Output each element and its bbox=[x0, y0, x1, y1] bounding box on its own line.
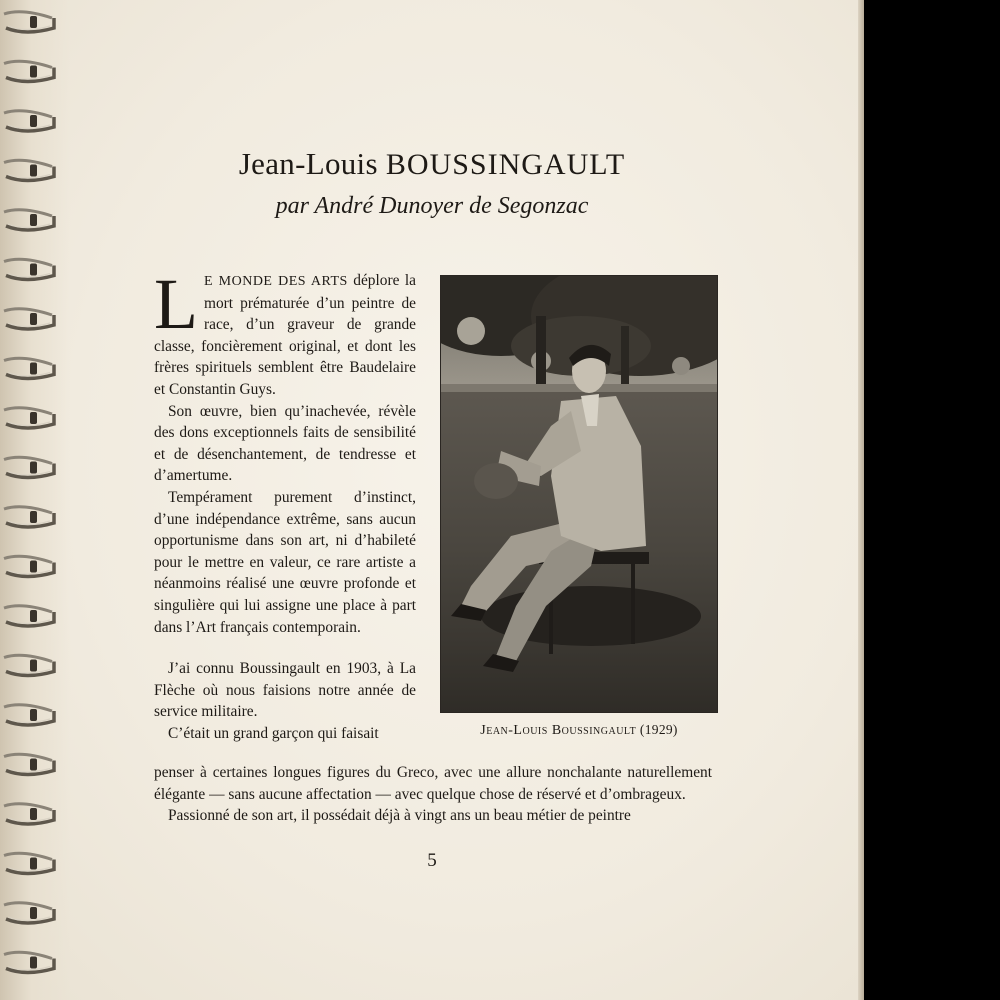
spiral-coil bbox=[4, 754, 54, 774]
paragraph-1-text: déplore la mort prématurée d’un peintre de race, d’un graveur de grande classe, foncièrement original, et dont les frères spirituels semblent être Baudelaire et Constantin Guys. bbox=[154, 272, 416, 398]
caption-name: Jean-Louis Boussingault bbox=[480, 723, 637, 738]
page-edge bbox=[858, 0, 864, 1000]
lead-smallcaps: E MONDE DES ARTS bbox=[203, 274, 348, 289]
spiral-coil bbox=[4, 309, 54, 329]
caption-year: (1929) bbox=[639, 722, 678, 737]
spiral-coil bbox=[4, 507, 54, 527]
title-given-name: Jean-Louis bbox=[238, 146, 378, 181]
spiral-coil bbox=[4, 259, 54, 279]
photo-caption bbox=[441, 722, 717, 739]
paragraph-6: Passionné de son art, il possédait déjà à vingt ans un beau métier de peintre bbox=[168, 807, 631, 825]
spiral-coil bbox=[4, 61, 54, 81]
spiral-coil bbox=[4, 457, 54, 477]
article-fullwidth-text bbox=[154, 762, 712, 827]
article-title bbox=[0, 146, 864, 182]
spiral-coil bbox=[4, 358, 54, 378]
spiral-coil bbox=[4, 903, 54, 923]
spiral-coil bbox=[4, 111, 54, 131]
paragraph-2: Son œuvre, bien qu’inachevée, révèle des dons exceptionnels faits de sensibilité et de désenchantement, de tendresse et d’amertume. bbox=[154, 402, 416, 485]
page-number: 5 bbox=[427, 850, 437, 871]
spiral-coil bbox=[4, 804, 54, 824]
paragraph-5-start: C’était un grand garçon qui faisait bbox=[168, 724, 379, 742]
paragraph-3: Tempérament purement d’instinct, d’une indépendance extrême, sans aucun opportunisme dans son art, ni d’habileté pour le mettre en valeur, ce rare artiste a néanmoins réalisé une œuvre profonde et singulière qui lui assigne une place à part dans l’Art français contemporain. bbox=[154, 488, 416, 636]
spiral-coil bbox=[4, 606, 54, 626]
spiral-coil bbox=[4, 655, 54, 675]
paragraph-1 bbox=[154, 264, 416, 401]
portrait-image bbox=[441, 276, 717, 712]
spiral-coil bbox=[4, 408, 54, 428]
title-surname: BOUSSINGAULT bbox=[385, 148, 626, 181]
article-byline: par André Dunoyer de Segonzac bbox=[275, 193, 589, 219]
spiral-coil bbox=[4, 556, 54, 576]
paragraph-5-end: penser à certaines longues figures du Greco, avec une allure nonchalante naturellement élégante — sans aucune affectation — avec quelque chose de réservé et d’ombrageux. bbox=[154, 764, 712, 803]
portrait-photograph bbox=[441, 276, 717, 712]
article-column bbox=[154, 264, 416, 744]
spiral-coil bbox=[4, 705, 54, 725]
paragraph-4: J’ai connu Boussingault en 1903, à La Flèche où nous faisions notre année de service militaire. bbox=[154, 660, 416, 721]
drop-cap: L bbox=[154, 264, 198, 344]
spiral-coil bbox=[4, 952, 54, 972]
spiral-coil bbox=[4, 12, 54, 32]
